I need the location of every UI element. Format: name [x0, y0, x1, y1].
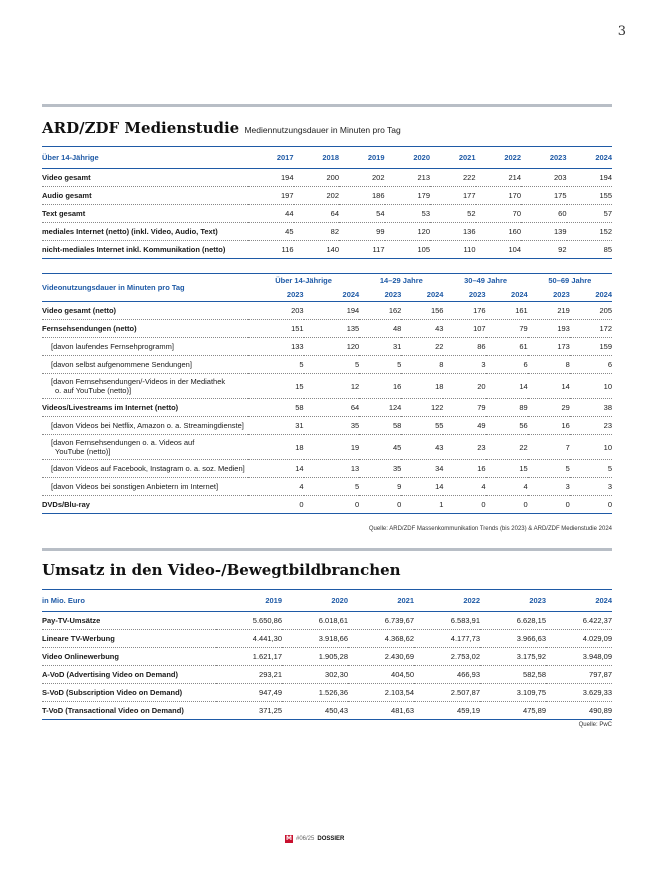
- cell-value: 179: [385, 187, 431, 205]
- cell-value: 10: [570, 435, 612, 460]
- row-label-line: [davon selbst aufgenommene Sendungen]: [51, 360, 192, 369]
- cell-value: 9: [359, 478, 401, 496]
- cell-value: 120: [385, 223, 431, 241]
- year-header: 2023: [529, 596, 546, 605]
- revenue-table: [42, 589, 612, 720]
- cell-value: 156: [401, 302, 443, 320]
- cell-value: 6.018,61: [282, 612, 348, 630]
- row-label: [42, 399, 248, 417]
- media-usage-table: [42, 146, 612, 259]
- cell-value: 1.905,28: [282, 648, 348, 666]
- cell-value: 4.177,73: [414, 630, 480, 648]
- dossier-label: DOSSIER: [317, 836, 345, 842]
- row-label-line: DVDs/Blu-ray: [42, 500, 90, 509]
- cell-value: 58: [248, 399, 304, 417]
- age-group-header: 30–49 Jahre: [464, 276, 508, 286]
- cell-value: 213: [385, 169, 431, 187]
- cell-value: 222: [430, 169, 476, 187]
- cell-value: 6.628,15: [480, 612, 546, 630]
- cell-value: 186: [339, 187, 385, 205]
- row-label-line: [davon laufendes Fernsehprogramm]: [51, 342, 174, 351]
- cell-value: 197: [248, 187, 294, 205]
- cell-value: 48: [359, 320, 401, 338]
- cell-value: 86: [443, 338, 485, 356]
- cell-value: 116: [248, 241, 294, 259]
- cell-value: 31: [248, 417, 304, 435]
- row-label-line: [davon Fernsehsendungen o. a. Videos auf: [51, 438, 195, 447]
- table-row: [42, 302, 612, 320]
- year-header: 2023: [553, 289, 570, 299]
- cell-value: 3.175,92: [480, 648, 546, 666]
- cell-value: 19: [304, 435, 360, 460]
- cell-value: 194: [304, 302, 360, 320]
- issue-number: #06/25: [296, 836, 315, 842]
- cell-value: 22: [401, 338, 443, 356]
- cell-value: 172: [570, 320, 612, 338]
- table-row: [42, 612, 612, 630]
- cell-value: 170: [476, 187, 522, 205]
- cell-value: 202: [339, 169, 385, 187]
- year-header: 2024: [595, 289, 612, 299]
- cell-value: 43: [401, 435, 443, 460]
- cell-value: 23: [570, 417, 612, 435]
- medienstudie-subtitle: Mediennutzungsdauer in Minuten pro Tag: [244, 125, 401, 135]
- row-label: T-VoD (Transactional Video on Demand): [42, 702, 216, 720]
- cell-value: 22: [486, 435, 528, 460]
- cell-value: 2.507,87: [414, 684, 480, 702]
- age-group-header: 50–69 Jahre: [548, 276, 592, 286]
- cell-value: 104: [476, 241, 522, 259]
- cell-value: 15: [248, 374, 304, 399]
- cell-value: 79: [443, 399, 485, 417]
- cell-value: 0: [486, 496, 528, 514]
- cell-value: 35: [359, 460, 401, 478]
- cell-value: 0: [528, 496, 570, 514]
- year-header: 2019: [265, 596, 282, 605]
- cell-value: 117: [339, 241, 385, 259]
- cell-value: 56: [486, 417, 528, 435]
- cell-value: 1.526,36: [282, 684, 348, 702]
- year-header: 2024: [511, 289, 528, 299]
- table-row: [42, 435, 612, 460]
- row-label: Audio gesamt: [42, 187, 248, 205]
- row-label: [42, 302, 248, 320]
- source-note: Quelle: PwC: [578, 722, 612, 728]
- cell-value: 8: [528, 356, 570, 374]
- cell-value: 61: [486, 338, 528, 356]
- row-label: [42, 435, 248, 460]
- table-row: [42, 460, 612, 478]
- cell-value: 582,58: [480, 666, 546, 684]
- row-label-line: [davon Videos auf Facebook, Instagram o. a. soz. Medien]: [51, 464, 245, 473]
- cell-value: 53: [385, 205, 431, 223]
- year-header: 2020: [331, 596, 348, 605]
- year-header: 2024: [595, 153, 612, 162]
- cell-value: 175: [521, 187, 567, 205]
- table-row: [42, 223, 612, 241]
- cell-value: 5: [528, 460, 570, 478]
- cell-value: 79: [486, 320, 528, 338]
- cell-value: 161: [486, 302, 528, 320]
- cell-value: 0: [443, 496, 485, 514]
- cell-value: 176: [443, 302, 485, 320]
- cell-value: 107: [443, 320, 485, 338]
- row-label-line: Video gesamt (netto): [42, 306, 117, 315]
- table-row: [42, 338, 612, 356]
- cell-value: 82: [294, 223, 340, 241]
- age-group-header: 14–29 Jahre: [379, 276, 423, 286]
- row-label: [42, 374, 248, 399]
- cell-value: 4: [443, 478, 485, 496]
- cell-value: 4.368,62: [348, 630, 414, 648]
- cell-value: 38: [570, 399, 612, 417]
- cell-value: 136: [430, 223, 476, 241]
- year-header: 2023: [286, 289, 304, 299]
- row-label: [42, 460, 248, 478]
- cell-value: 5.650,86: [216, 612, 282, 630]
- source-note: Quelle: ARD/ZDF Massenkommunikation Trends (bis 2023) & ARD/ZDF Medienstudie 2024: [368, 526, 612, 532]
- year-header: 2022: [504, 153, 521, 162]
- cell-value: 194: [248, 169, 294, 187]
- cell-value: 200: [294, 169, 340, 187]
- table-row: [42, 684, 612, 702]
- cell-value: 193: [528, 320, 570, 338]
- cell-value: 0: [304, 496, 360, 514]
- cell-value: 139: [521, 223, 567, 241]
- cell-value: 49: [443, 417, 485, 435]
- cell-value: 302,30: [282, 666, 348, 684]
- table-row: [42, 374, 612, 399]
- cell-value: 219: [528, 302, 570, 320]
- cell-value: 5: [359, 356, 401, 374]
- table-row: [42, 241, 612, 259]
- row-label-line: Fernsehsendungen (netto): [42, 324, 137, 333]
- row-label: Lineare TV-Werbung: [42, 630, 216, 648]
- table-header-label: Videonutzungsdauer in Minuten pro Tag: [42, 274, 248, 302]
- cell-value: 202: [294, 187, 340, 205]
- cell-value: 160: [476, 223, 522, 241]
- cell-value: 152: [567, 223, 613, 241]
- row-label: [42, 496, 248, 514]
- cell-value: 54: [339, 205, 385, 223]
- magazine-logo: M: [286, 835, 292, 842]
- cell-value: 43: [401, 320, 443, 338]
- cell-value: 5: [304, 356, 360, 374]
- cell-value: 2.753,02: [414, 648, 480, 666]
- cell-value: 13: [304, 460, 360, 478]
- cell-value: 4.029,09: [546, 630, 612, 648]
- row-label-line: [davon Videos bei sonstigen Anbietern im Internet]: [51, 482, 219, 491]
- cell-value: 6: [486, 356, 528, 374]
- cell-value: 16: [443, 460, 485, 478]
- cell-value: 16: [359, 374, 401, 399]
- cell-value: 2.430,69: [348, 648, 414, 666]
- cell-value: 4: [248, 478, 304, 496]
- cell-value: 99: [339, 223, 385, 241]
- cell-value: 35: [304, 417, 360, 435]
- table-row: [42, 496, 612, 514]
- year-header: 2021: [458, 153, 476, 162]
- cell-value: 404,50: [348, 666, 414, 684]
- row-label: [42, 338, 248, 356]
- cell-value: 14: [401, 478, 443, 496]
- cell-value: 6: [570, 356, 612, 374]
- cell-value: 0: [359, 496, 401, 514]
- cell-value: 45: [359, 435, 401, 460]
- table-row: [42, 417, 612, 435]
- cell-value: 14: [248, 460, 304, 478]
- year-header: 2024: [426, 289, 444, 299]
- age-group-header: Über 14-Jährige: [275, 276, 332, 286]
- cell-value: 293,21: [216, 666, 282, 684]
- table-row: [42, 478, 612, 496]
- cell-value: 490,89: [546, 702, 612, 720]
- cell-value: 18: [248, 435, 304, 460]
- cell-value: 110: [430, 241, 476, 259]
- table-row: [42, 399, 612, 417]
- year-header: 2020: [413, 153, 430, 162]
- cell-value: 14: [486, 374, 528, 399]
- year-header: 2023: [468, 289, 486, 299]
- page-footer: [285, 835, 344, 843]
- cell-value: 15: [486, 460, 528, 478]
- row-label-line: Videos/Livestreams im Internet (netto): [42, 403, 179, 412]
- year-header: 2019: [367, 153, 385, 162]
- cell-value: 124: [359, 399, 401, 417]
- cell-value: 55: [401, 417, 443, 435]
- row-label: [42, 320, 248, 338]
- cell-value: 947,49: [216, 684, 282, 702]
- section-divider: [42, 104, 612, 107]
- cell-value: 64: [294, 205, 340, 223]
- cell-value: 481,63: [348, 702, 414, 720]
- cell-value: 14: [528, 374, 570, 399]
- cell-value: 31: [359, 338, 401, 356]
- table-header-label: in Mio. Euro: [42, 596, 85, 605]
- cell-value: 6.739,67: [348, 612, 414, 630]
- row-label: [42, 356, 248, 374]
- cell-value: 135: [304, 320, 360, 338]
- cell-value: 18: [401, 374, 443, 399]
- row-label: [42, 478, 248, 496]
- cell-value: 797,87: [546, 666, 612, 684]
- cell-value: 3.966,63: [480, 630, 546, 648]
- cell-value: 3.948,09: [546, 648, 612, 666]
- video-usage-table: [42, 273, 612, 514]
- cell-value: 23: [443, 435, 485, 460]
- cell-value: 194: [567, 169, 613, 187]
- table-row: [42, 187, 612, 205]
- row-label-line: [davon Fernsehsendungen/-Videos in der Mediathek: [51, 377, 226, 386]
- cell-value: 44: [248, 205, 294, 223]
- cell-value: 120: [304, 338, 360, 356]
- table-row: [42, 356, 612, 374]
- cell-value: 57: [567, 205, 613, 223]
- cell-value: 122: [401, 399, 443, 417]
- cell-value: 60: [521, 205, 567, 223]
- row-label-line: YouTube (netto)]: [55, 447, 111, 456]
- cell-value: 34: [401, 460, 443, 478]
- cell-value: 3.629,33: [546, 684, 612, 702]
- cell-value: 155: [567, 187, 613, 205]
- cell-value: 3: [528, 478, 570, 496]
- table-row: [42, 205, 612, 223]
- cell-value: 140: [294, 241, 340, 259]
- cell-value: 64: [304, 399, 360, 417]
- cell-value: 8: [401, 356, 443, 374]
- cell-value: 52: [430, 205, 476, 223]
- cell-value: 6.422,37: [546, 612, 612, 630]
- cell-value: 3: [443, 356, 485, 374]
- row-label: Video Onlinewerbung: [42, 648, 216, 666]
- year-header: 2018: [322, 153, 339, 162]
- cell-value: 203: [248, 302, 304, 320]
- cell-value: 4: [486, 478, 528, 496]
- table-row: [42, 630, 612, 648]
- year-header: 2024: [595, 596, 612, 605]
- cell-value: 173: [528, 338, 570, 356]
- cell-value: 5: [304, 478, 360, 496]
- cell-value: 203: [521, 169, 567, 187]
- row-label: Pay-TV-Umsätze: [42, 612, 216, 630]
- cell-value: 5: [248, 356, 304, 374]
- cell-value: 159: [570, 338, 612, 356]
- cell-value: 371,25: [216, 702, 282, 720]
- cell-value: 10: [570, 374, 612, 399]
- cell-value: 45: [248, 223, 294, 241]
- row-label: Text gesamt: [42, 205, 248, 223]
- cell-value: 1.621,17: [216, 648, 282, 666]
- table-row: [42, 169, 612, 187]
- row-label: [42, 417, 248, 435]
- section-divider: [42, 548, 612, 551]
- table-row: [42, 320, 612, 338]
- cell-value: 1: [401, 496, 443, 514]
- cell-value: 475,89: [480, 702, 546, 720]
- cell-value: 214: [476, 169, 522, 187]
- umsatz-title: Umsatz in den Video-/Bewegtbildbranchen: [42, 561, 401, 579]
- cell-value: 58: [359, 417, 401, 435]
- row-label: A-VoD (Advertising Video on Demand): [42, 666, 216, 684]
- cell-value: 151: [248, 320, 304, 338]
- cell-value: 105: [385, 241, 431, 259]
- cell-value: 16: [528, 417, 570, 435]
- cell-value: 133: [248, 338, 304, 356]
- table-row: [42, 648, 612, 666]
- cell-value: 0: [570, 496, 612, 514]
- row-label: Video gesamt: [42, 169, 248, 187]
- cell-value: 3.109,75: [480, 684, 546, 702]
- table-row: [42, 702, 612, 720]
- year-header: 2024: [342, 289, 360, 299]
- cell-value: 85: [567, 241, 613, 259]
- cell-value: 0: [248, 496, 304, 514]
- cell-value: 89: [486, 399, 528, 417]
- cell-value: 2.103,54: [348, 684, 414, 702]
- year-header: 2017: [276, 153, 294, 162]
- cell-value: 459,19: [414, 702, 480, 720]
- cell-value: 29: [528, 399, 570, 417]
- row-label-line: o. auf YouTube (netto)]: [55, 386, 132, 395]
- cell-value: 92: [521, 241, 567, 259]
- cell-value: 5: [570, 460, 612, 478]
- cell-value: 466,93: [414, 666, 480, 684]
- cell-value: 7: [528, 435, 570, 460]
- cell-value: 205: [570, 302, 612, 320]
- cell-value: 177: [430, 187, 476, 205]
- cell-value: 12: [304, 374, 360, 399]
- cell-value: 20: [443, 374, 485, 399]
- page-number: 3: [617, 24, 626, 39]
- year-header: 2023: [384, 289, 402, 299]
- year-header: 2021: [397, 596, 414, 605]
- row-label: mediales Internet (netto) (inkl. Video, Audio, Text): [42, 223, 248, 241]
- cell-value: 3: [570, 478, 612, 496]
- cell-value: 3.918,66: [282, 630, 348, 648]
- year-header: 2022: [463, 596, 480, 605]
- row-label: S-VoD (Subscription Video on Demand): [42, 684, 216, 702]
- medienstudie-title: ARD/ZDF Medienstudie: [42, 119, 240, 137]
- year-header: 2023: [549, 153, 567, 162]
- table-header-label: Über 14-Jährige: [42, 153, 99, 162]
- cell-value: 450,43: [282, 702, 348, 720]
- cell-value: 162: [359, 302, 401, 320]
- cell-value: 70: [476, 205, 522, 223]
- cell-value: 6.583,91: [414, 612, 480, 630]
- section-title: [42, 119, 401, 137]
- row-label: nicht-mediales Internet inkl. Kommunikation (netto): [42, 241, 248, 259]
- cell-value: 4.441,30: [216, 630, 282, 648]
- table-row: [42, 666, 612, 684]
- row-label-line: [davon Videos bei Netflix, Amazon o. a. Streamingdienste]: [51, 421, 244, 430]
